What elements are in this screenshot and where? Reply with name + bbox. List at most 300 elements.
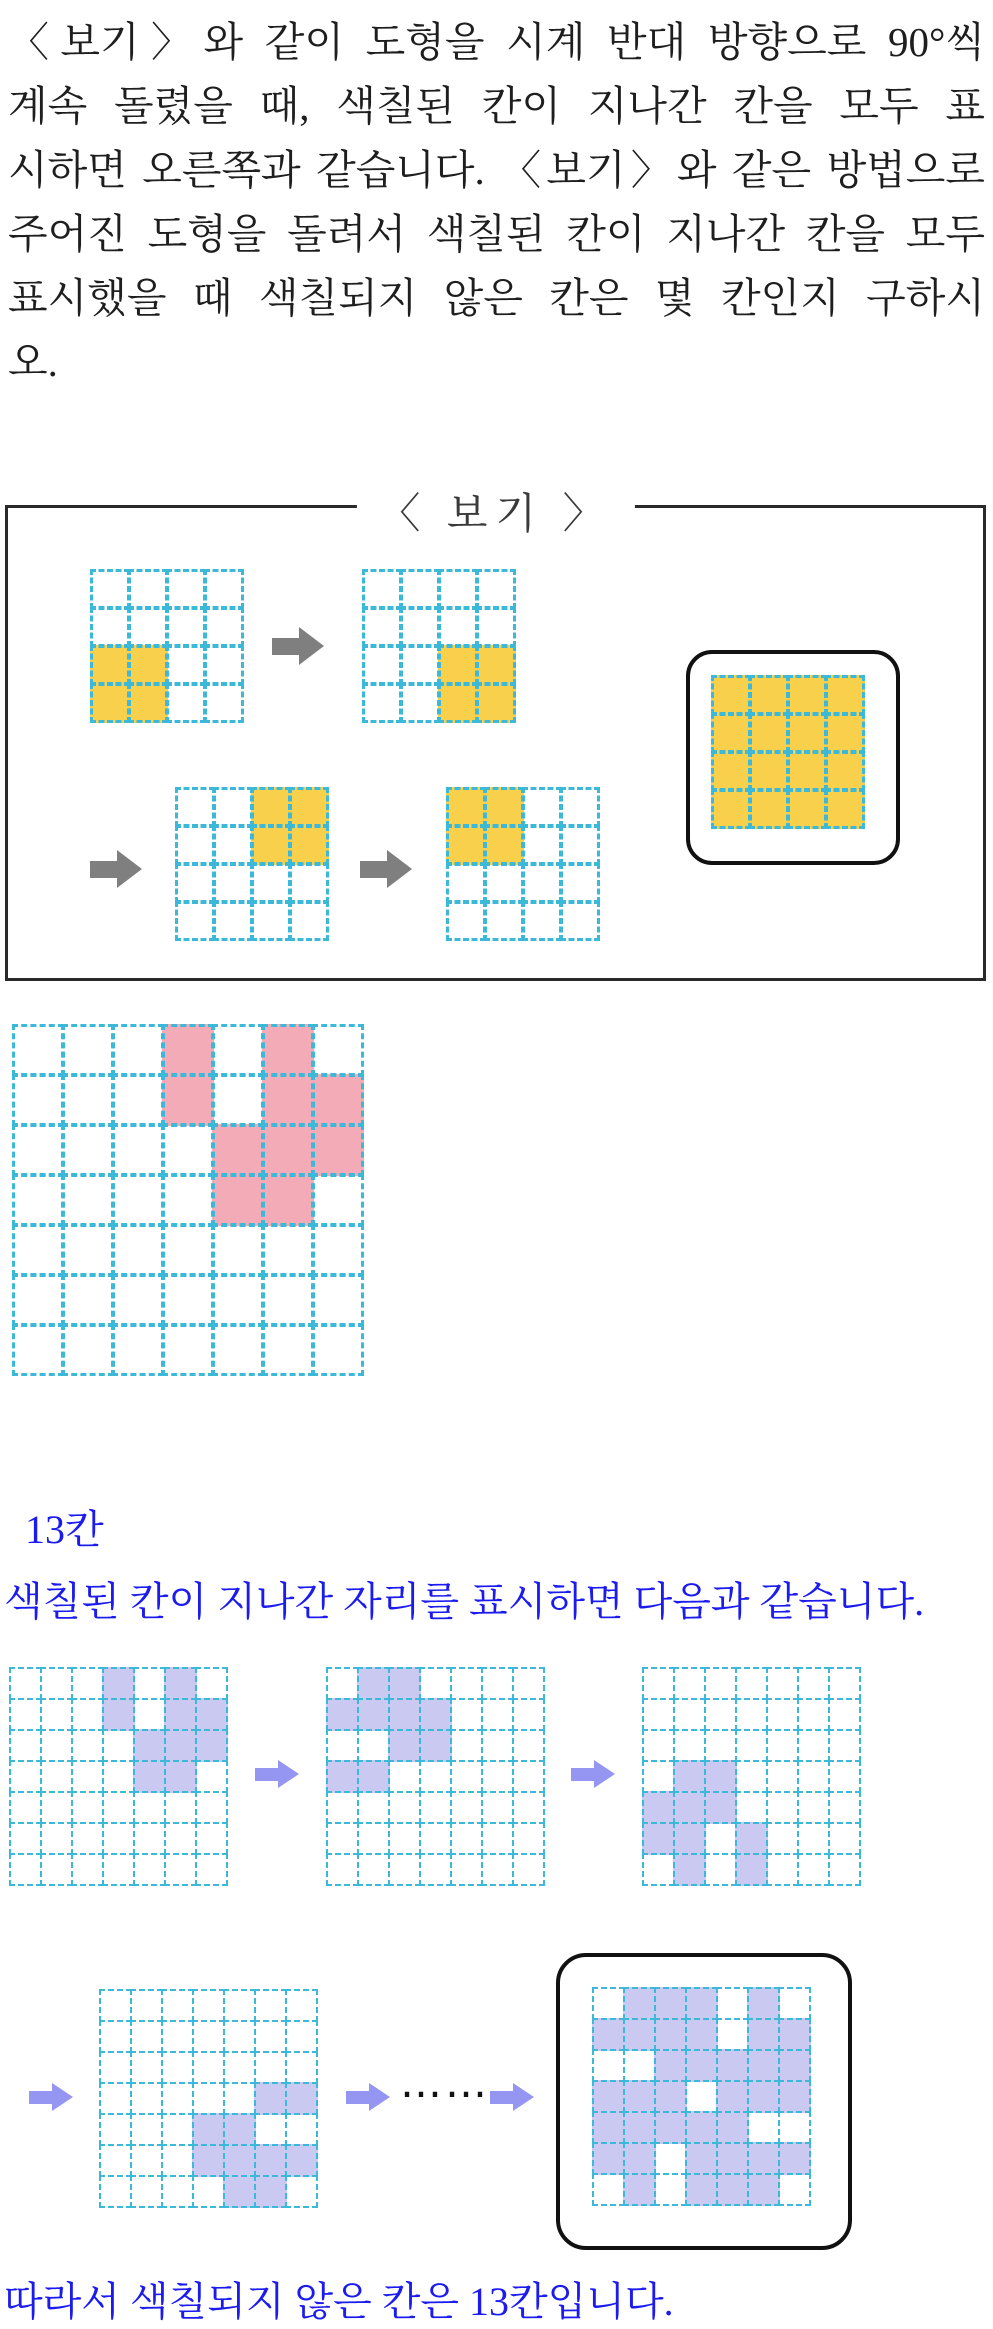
grid-cell xyxy=(162,1124,214,1176)
grid-cell xyxy=(62,1224,114,1276)
grid-cell xyxy=(747,1987,780,2020)
grid-cell xyxy=(828,1791,861,1824)
grid-cell xyxy=(592,2018,625,2051)
grid-cell xyxy=(828,1853,861,1886)
grid-cell xyxy=(195,1760,228,1793)
grid-cell xyxy=(642,1760,675,1793)
grid-cell xyxy=(71,1760,104,1793)
grid-cell xyxy=(787,713,827,753)
grid-cell xyxy=(778,2173,811,2206)
grid-cell xyxy=(476,569,516,609)
grid-cell xyxy=(223,1989,256,2022)
grid-cell xyxy=(797,1791,830,1824)
grid-cell xyxy=(711,751,751,791)
grid-cell xyxy=(735,1822,768,1855)
grid-cell xyxy=(735,1729,768,1762)
grid-cell xyxy=(130,2113,163,2146)
grid-cell xyxy=(400,683,440,723)
grid-cell xyxy=(161,2082,194,2115)
grid-cell xyxy=(357,1667,390,1700)
grid-cell xyxy=(99,1989,132,2022)
grid-cell xyxy=(213,787,253,827)
grid-cell xyxy=(654,2173,687,2206)
example-box-title: 〈 보기 〉 xyxy=(356,481,634,541)
grid-cell xyxy=(512,1822,545,1855)
grid-cell xyxy=(685,2049,718,2082)
example-grid-rotated-180 xyxy=(176,788,328,940)
grid-cell xyxy=(481,1698,514,1731)
grid-cell xyxy=(195,1667,228,1700)
grid-cell xyxy=(749,713,789,753)
grid-cell xyxy=(326,1791,359,1824)
grid-cell xyxy=(476,683,516,723)
grid-cell xyxy=(592,2049,625,2082)
grid-cell xyxy=(357,1760,390,1793)
grid-cell xyxy=(446,825,486,865)
grid-cell xyxy=(522,863,562,903)
grid-cell xyxy=(797,1760,830,1793)
grid-cell xyxy=(161,2051,194,2084)
grid-cell xyxy=(213,901,253,941)
grid-cell xyxy=(164,1760,197,1793)
grid-cell xyxy=(285,2144,318,2177)
grid-cell xyxy=(512,1791,545,1824)
grid-cell xyxy=(326,1760,359,1793)
grid-cell xyxy=(192,2175,225,2208)
grid-cell xyxy=(162,1024,214,1076)
grid-cell xyxy=(512,1729,545,1762)
grid-cell xyxy=(388,1667,421,1700)
grid-cell xyxy=(133,1667,166,1700)
grid-cell xyxy=(522,825,562,865)
grid-cell xyxy=(749,789,789,829)
example-grid-rotated-270 xyxy=(447,788,599,940)
grid-cell xyxy=(388,1853,421,1886)
grid-cell xyxy=(251,787,291,827)
grid-cell xyxy=(289,787,329,827)
grid-cell xyxy=(747,2111,780,2144)
grid-cell xyxy=(797,1667,830,1700)
grid-cell xyxy=(685,2173,718,2206)
grid-cell xyxy=(735,1667,768,1700)
grid-cell xyxy=(623,2080,656,2113)
grid-cell xyxy=(9,1667,42,1700)
grid-cell xyxy=(685,2080,718,2113)
grid-cell xyxy=(312,1324,364,1376)
grid-cell xyxy=(450,1698,483,1731)
grid-cell xyxy=(419,1853,452,1886)
grid-cell xyxy=(99,2020,132,2053)
grid-cell xyxy=(112,1224,164,1276)
grid-cell xyxy=(642,1853,675,1886)
grid-cell xyxy=(128,683,168,723)
grid-cell xyxy=(623,1987,656,2020)
grid-cell xyxy=(642,1822,675,1855)
grid-cell xyxy=(400,645,440,685)
grid-cell xyxy=(704,1822,737,1855)
grid-cell xyxy=(192,2113,225,2146)
grid-cell xyxy=(112,1174,164,1226)
solution-grid-rotated-270 xyxy=(100,1990,317,2207)
grid-cell xyxy=(654,1987,687,2020)
grid-cell xyxy=(704,1791,737,1824)
grid-cell xyxy=(128,569,168,609)
problem-text-line: 〈보기〉와 같이 도형을 시계 반대 방향으로 90°씩 xyxy=(8,19,985,65)
grid-cell xyxy=(9,1791,42,1824)
grid-cell xyxy=(262,1274,314,1326)
grid-cell xyxy=(642,1667,675,1700)
grid-cell xyxy=(825,789,865,829)
example-grid-rotated-90 xyxy=(363,570,515,722)
grid-cell xyxy=(481,1822,514,1855)
grid-cell xyxy=(285,2175,318,2208)
grid-cell xyxy=(704,1667,737,1700)
grid-cell xyxy=(828,1729,861,1762)
grid-cell xyxy=(312,1024,364,1076)
grid-cell xyxy=(166,683,206,723)
solution-arrow-4 xyxy=(346,2083,390,2111)
grid-cell xyxy=(481,1791,514,1824)
grid-cell xyxy=(262,1174,314,1226)
grid-cell xyxy=(312,1074,364,1126)
grid-cell xyxy=(450,1667,483,1700)
example-grid-initial xyxy=(91,570,243,722)
grid-cell xyxy=(438,683,478,723)
grid-cell xyxy=(450,1791,483,1824)
grid-cell xyxy=(484,825,524,865)
grid-cell xyxy=(133,1698,166,1731)
grid-cell xyxy=(102,1667,135,1700)
grid-cell xyxy=(164,1698,197,1731)
grid-cell xyxy=(778,2142,811,2175)
grid-cell xyxy=(362,569,402,609)
grid-cell xyxy=(623,2142,656,2175)
grid-cell xyxy=(71,1822,104,1855)
grid-cell xyxy=(623,2018,656,2051)
grid-cell xyxy=(673,1853,706,1886)
grid-cell xyxy=(133,1729,166,1762)
grid-cell xyxy=(685,2142,718,2175)
grid-cell xyxy=(12,1024,64,1076)
grid-cell xyxy=(623,2111,656,2144)
grid-cell xyxy=(362,607,402,647)
grid-cell xyxy=(40,1760,73,1793)
grid-cell xyxy=(223,2175,256,2208)
grid-cell xyxy=(251,825,291,865)
grid-cell xyxy=(251,901,291,941)
grid-cell xyxy=(716,2111,749,2144)
grid-cell xyxy=(62,1024,114,1076)
problem-text-line: 주어진 도형을 돌려서 색칠된 칸이 지나간 칸을 모두 xyxy=(8,211,985,257)
grid-cell xyxy=(673,1729,706,1762)
grid-cell xyxy=(778,2049,811,2082)
grid-cell xyxy=(312,1124,364,1176)
grid-cell xyxy=(749,675,789,715)
grid-cell xyxy=(400,607,440,647)
grid-cell xyxy=(685,2111,718,2144)
grid-cell xyxy=(747,2080,780,2113)
grid-cell xyxy=(204,645,244,685)
grid-cell xyxy=(592,2080,625,2113)
grid-cell xyxy=(71,1667,104,1700)
grid-cell xyxy=(481,1760,514,1793)
grid-cell xyxy=(400,569,440,609)
grid-cell xyxy=(162,1074,214,1126)
grid-cell xyxy=(223,2113,256,2146)
grid-cell xyxy=(204,569,244,609)
grid-cell xyxy=(102,1853,135,1886)
problem-statement xyxy=(8,10,985,394)
grid-cell xyxy=(71,1853,104,1886)
grid-cell xyxy=(40,1853,73,1886)
grid-cell xyxy=(787,675,827,715)
grid-cell xyxy=(40,1698,73,1731)
grid-cell xyxy=(484,901,524,941)
grid-cell xyxy=(825,713,865,753)
grid-cell xyxy=(312,1174,364,1226)
grid-cell xyxy=(9,1698,42,1731)
grid-cell xyxy=(254,1989,287,2022)
grid-cell xyxy=(90,607,130,647)
grid-cell xyxy=(825,675,865,715)
grid-cell xyxy=(166,569,206,609)
problem-text-line: 표시했을 때 색칠되지 않은 칸은 몇 칸인지 구하시 xyxy=(8,275,985,321)
grid-cell xyxy=(90,569,130,609)
grid-cell xyxy=(642,1791,675,1824)
grid-cell xyxy=(446,863,486,903)
grid-cell xyxy=(592,2173,625,2206)
grid-cell xyxy=(9,1822,42,1855)
grid-cell xyxy=(357,1729,390,1762)
grid-cell xyxy=(112,1124,164,1176)
grid-cell xyxy=(130,2082,163,2115)
grid-cell xyxy=(797,1698,830,1731)
grid-cell xyxy=(797,1853,830,1886)
grid-cell xyxy=(212,1174,264,1226)
grid-cell xyxy=(223,2082,256,2115)
grid-cell xyxy=(362,683,402,723)
grid-cell xyxy=(747,2173,780,2206)
grid-cell xyxy=(766,1853,799,1886)
grid-cell xyxy=(654,2142,687,2175)
grid-cell xyxy=(450,1729,483,1762)
grid-cell xyxy=(450,1822,483,1855)
ellipsis-dots: …… xyxy=(400,2058,490,2107)
grid-cell xyxy=(162,1324,214,1376)
grid-cell xyxy=(112,1274,164,1326)
grid-cell xyxy=(212,1224,264,1276)
grid-cell xyxy=(164,1667,197,1700)
grid-cell xyxy=(419,1822,452,1855)
grid-cell xyxy=(787,789,827,829)
grid-cell xyxy=(223,2051,256,2084)
grid-cell xyxy=(673,1760,706,1793)
grid-cell xyxy=(512,1853,545,1886)
grid-cell xyxy=(673,1791,706,1824)
grid-cell xyxy=(560,901,600,941)
grid-cell xyxy=(128,645,168,685)
grid-cell xyxy=(40,1667,73,1700)
grid-cell xyxy=(9,1760,42,1793)
grid-cell xyxy=(716,2018,749,2051)
grid-cell xyxy=(192,2144,225,2177)
grid-cell xyxy=(522,901,562,941)
grid-cell xyxy=(446,787,486,827)
grid-cell xyxy=(438,607,478,647)
grid-cell xyxy=(212,1274,264,1326)
grid-cell xyxy=(787,751,827,791)
grid-cell xyxy=(592,2111,625,2144)
grid-cell xyxy=(289,825,329,865)
problem-text-line: 오. xyxy=(8,339,58,385)
grid-cell xyxy=(133,1791,166,1824)
grid-cell xyxy=(164,1791,197,1824)
grid-cell xyxy=(512,1667,545,1700)
grid-cell xyxy=(419,1791,452,1824)
grid-cell xyxy=(388,1729,421,1762)
grid-cell xyxy=(112,1074,164,1126)
grid-cell xyxy=(12,1174,64,1226)
grid-cell xyxy=(254,2082,287,2115)
grid-cell xyxy=(592,2142,625,2175)
grid-cell xyxy=(685,2018,718,2051)
example-result-grid xyxy=(712,676,864,828)
grid-cell xyxy=(71,1729,104,1762)
grid-cell xyxy=(481,1853,514,1886)
grid-cell xyxy=(212,1124,264,1176)
grid-cell xyxy=(778,2111,811,2144)
grid-cell xyxy=(130,2051,163,2084)
grid-cell xyxy=(797,1822,830,1855)
grid-cell xyxy=(71,1698,104,1731)
grid-cell xyxy=(716,1987,749,2020)
grid-cell xyxy=(685,1987,718,2020)
grid-cell xyxy=(797,1729,830,1762)
grid-cell xyxy=(735,1853,768,1886)
grid-cell xyxy=(735,1760,768,1793)
grid-cell xyxy=(388,1791,421,1824)
grid-cell xyxy=(262,1124,314,1176)
grid-cell xyxy=(40,1822,73,1855)
grid-cell xyxy=(388,1760,421,1793)
grid-cell xyxy=(419,1760,452,1793)
grid-cell xyxy=(133,1822,166,1855)
grid-cell xyxy=(704,1853,737,1886)
grid-cell xyxy=(99,2082,132,2115)
grid-cell xyxy=(254,2051,287,2084)
grid-cell xyxy=(747,2142,780,2175)
solution-arrow-3 xyxy=(29,2083,73,2111)
grid-cell xyxy=(254,2175,287,2208)
grid-cell xyxy=(512,1698,545,1731)
grid-cell xyxy=(326,1853,359,1886)
grid-cell xyxy=(285,2051,318,2084)
grid-cell xyxy=(419,1729,452,1762)
grid-cell xyxy=(673,1822,706,1855)
grid-cell xyxy=(254,2020,287,2053)
grid-cell xyxy=(747,2049,780,2082)
grid-cell xyxy=(195,1822,228,1855)
grid-cell xyxy=(212,1074,264,1126)
grid-cell xyxy=(192,2082,225,2115)
grid-cell xyxy=(450,1853,483,1886)
grid-cell xyxy=(204,683,244,723)
grid-cell xyxy=(642,1729,675,1762)
solution-arrow-2 xyxy=(571,1760,615,1788)
grid-cell xyxy=(12,1224,64,1276)
grid-cell xyxy=(592,1987,625,2020)
grid-cell xyxy=(166,645,206,685)
grid-cell xyxy=(419,1667,452,1700)
grid-cell xyxy=(357,1698,390,1731)
grid-cell xyxy=(166,607,206,647)
grid-cell xyxy=(766,1760,799,1793)
grid-cell xyxy=(161,1989,194,2022)
solution-result-grid xyxy=(593,1988,810,2205)
grid-cell xyxy=(175,863,215,903)
grid-cell xyxy=(12,1324,64,1376)
problem-text-line: 계속 돌렸을 때, 색칠된 칸이 지나간 칸을 모두 표 xyxy=(8,83,985,129)
grid-cell xyxy=(623,2173,656,2206)
grid-cell xyxy=(162,1224,214,1276)
grid-cell xyxy=(213,825,253,865)
grid-cell xyxy=(357,1791,390,1824)
grid-cell xyxy=(99,2175,132,2208)
grid-cell xyxy=(560,787,600,827)
grid-cell xyxy=(192,2020,225,2053)
grid-cell xyxy=(102,1729,135,1762)
grid-cell xyxy=(62,1124,114,1176)
grid-cell xyxy=(716,2173,749,2206)
grid-cell xyxy=(828,1667,861,1700)
grid-cell xyxy=(312,1274,364,1326)
grid-cell xyxy=(71,1791,104,1824)
example-arrow-2 xyxy=(90,850,142,888)
solution-conclusion-text: 따라서 색칠되지 않은 칸은 13칸입니다. xyxy=(4,2279,674,2324)
grid-cell xyxy=(285,1989,318,2022)
grid-cell xyxy=(130,2175,163,2208)
grid-cell xyxy=(254,2144,287,2177)
grid-cell xyxy=(195,1791,228,1824)
grid-cell xyxy=(130,1989,163,2022)
grid-cell xyxy=(289,901,329,941)
example-arrow-1 xyxy=(272,627,324,665)
grid-cell xyxy=(484,863,524,903)
grid-cell xyxy=(102,1822,135,1855)
grid-cell xyxy=(9,1853,42,1886)
grid-cell xyxy=(162,1174,214,1226)
grid-cell xyxy=(62,1274,114,1326)
grid-cell xyxy=(102,1698,135,1731)
grid-cell xyxy=(326,1822,359,1855)
grid-cell xyxy=(175,825,215,865)
grid-cell xyxy=(357,1853,390,1886)
grid-cell xyxy=(223,2020,256,2053)
grid-cell xyxy=(419,1698,452,1731)
grid-cell xyxy=(446,901,486,941)
answer-text: 13칸 xyxy=(25,1507,104,1552)
grid-cell xyxy=(164,1729,197,1762)
grid-cell xyxy=(828,1760,861,1793)
grid-cell xyxy=(285,2082,318,2115)
grid-cell xyxy=(62,1174,114,1226)
grid-cell xyxy=(438,569,478,609)
grid-cell xyxy=(560,863,600,903)
grid-cell xyxy=(175,901,215,941)
grid-cell xyxy=(262,1224,314,1276)
grid-cell xyxy=(735,1698,768,1731)
grid-cell xyxy=(195,1853,228,1886)
